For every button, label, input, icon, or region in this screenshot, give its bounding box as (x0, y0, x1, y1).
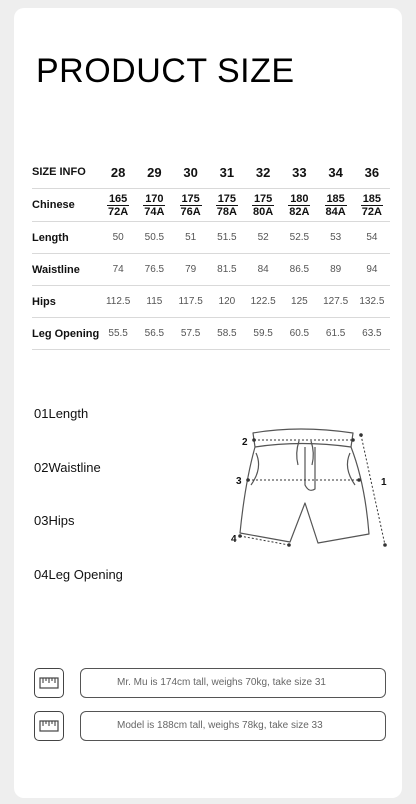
chinese-height: 180 (290, 192, 309, 205)
chinese-waist: 72A (361, 205, 382, 218)
chinese-height: 175 (253, 192, 273, 205)
measurement-waistline-label: 02Waistline (34, 460, 101, 475)
row-label: Hips (32, 286, 100, 318)
value-cell: 63.5 (354, 318, 390, 350)
marker-2: 2 (242, 437, 248, 448)
length-row (32, 222, 390, 254)
value-cell: 50.5 (136, 222, 172, 254)
value-cell: 79 (173, 254, 209, 286)
page-title: PRODUCT SIZE (36, 52, 295, 90)
value-cell: 56.5 (136, 318, 172, 350)
chinese-cell (136, 189, 172, 222)
shorts-waistband (253, 429, 353, 447)
marker-3: 3 (236, 476, 242, 487)
value-cell: 115 (136, 286, 172, 318)
size-cell: 31 (209, 156, 245, 189)
size-card (14, 8, 402, 798)
model-note-text: Model is 188cm tall, weighs 78kg, take size 33 (80, 711, 386, 741)
shorts-diagram (219, 423, 404, 558)
value-cell: 52 (245, 222, 281, 254)
hips-row (32, 286, 390, 318)
chinese-waist: 80A (253, 205, 274, 218)
value-cell: 132.5 (354, 286, 390, 318)
value-cell: 54 (354, 222, 390, 254)
value-cell: 74 (100, 254, 136, 286)
marker-4: 4 (231, 534, 237, 545)
chinese-cell (245, 189, 281, 222)
chinese-waist: 72A (108, 205, 129, 218)
chinese-cell (354, 189, 390, 222)
value-cell: 112.5 (100, 286, 136, 318)
value-cell: 57.5 (173, 318, 209, 350)
value-cell: 89 (318, 254, 354, 286)
value-cell: 53 (318, 222, 354, 254)
chinese-height: 165 (108, 192, 128, 205)
size-cell: 36 (354, 156, 390, 189)
value-cell: 51 (173, 222, 209, 254)
measurement-leg-opening-label: 04Leg Opening (34, 567, 123, 582)
size-cell: 30 (173, 156, 209, 189)
leg-opening-row (32, 318, 390, 350)
row-label: Leg Opening (32, 318, 100, 350)
value-cell: 117.5 (173, 286, 209, 318)
waistline-row (32, 254, 390, 286)
length-measure-line (361, 435, 385, 545)
chinese-size-row (32, 189, 390, 222)
size-cell: 33 (281, 156, 317, 189)
size-cell: 32 (245, 156, 281, 189)
value-cell: 122.5 (245, 286, 281, 318)
size-cell: 28 (100, 156, 136, 189)
value-cell: 58.5 (209, 318, 245, 350)
model-note-text: Mr. Mu is 174cm tall, weighs 70kg, take size 31 (80, 668, 386, 698)
ruler-icon (34, 668, 64, 698)
value-cell: 84 (245, 254, 281, 286)
header-label: SIZE INFO (32, 156, 100, 189)
chinese-waist: 84A (325, 205, 346, 218)
value-cell: 55.5 (100, 318, 136, 350)
size-header-row (32, 156, 390, 189)
value-cell: 61.5 (318, 318, 354, 350)
size-table (32, 156, 390, 350)
value-cell: 94 (354, 254, 390, 286)
value-cell: 76.5 (136, 254, 172, 286)
size-cell: 34 (318, 156, 354, 189)
model-note-row (34, 711, 402, 743)
row-label: Chinese (32, 189, 100, 222)
chinese-waist: 74A (144, 205, 165, 218)
value-cell: 50 (100, 222, 136, 254)
chinese-height: 170 (145, 192, 164, 205)
value-cell: 51.5 (209, 222, 245, 254)
chinese-height: 175 (181, 192, 200, 205)
value-cell: 86.5 (281, 254, 317, 286)
value-cell: 127.5 (318, 286, 354, 318)
value-cell: 120 (209, 286, 245, 318)
chinese-waist: 76A (180, 205, 201, 218)
marker-1: 1 (381, 477, 387, 488)
chinese-cell (209, 189, 245, 222)
value-cell: 52.5 (281, 222, 317, 254)
chinese-height: 185 (362, 192, 382, 205)
size-cell: 29 (136, 156, 172, 189)
value-cell: 81.5 (209, 254, 245, 286)
value-cell: 125 (281, 286, 317, 318)
value-cell: 59.5 (245, 318, 281, 350)
chinese-cell (281, 189, 317, 222)
ruler-icon (34, 711, 64, 741)
chinese-cell (318, 189, 354, 222)
chinese-cell (173, 189, 209, 222)
chinese-height: 185 (326, 192, 345, 205)
value-cell: 60.5 (281, 318, 317, 350)
chinese-waist: 78A (216, 205, 237, 218)
row-label: Waistline (32, 254, 100, 286)
chinese-cell (100, 189, 136, 222)
chinese-height: 175 (217, 192, 237, 205)
measurement-length-label: 01Length (34, 406, 89, 421)
model-note-row (34, 668, 402, 700)
row-label: Length (32, 222, 100, 254)
measurement-hips-label: 03Hips (34, 513, 75, 528)
chinese-waist: 82A (289, 205, 310, 218)
